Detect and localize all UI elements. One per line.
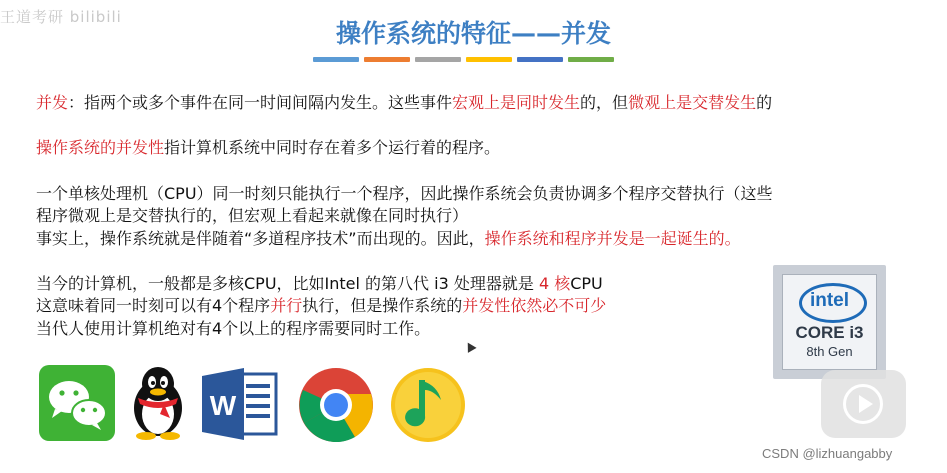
cpu-badge-inner	[782, 274, 877, 370]
text-span: 的，但	[580, 93, 629, 112]
paragraph-line: 一个单核处理机（CPU）同一时刻只能执行一个程序，因此操作系统会负责协调多个程序交替执行（这些	[36, 184, 773, 203]
text-span: ：指两个或多个事件在同一时间间隔内发生。这些事件	[68, 93, 453, 112]
text-span: 的	[756, 93, 773, 112]
cpu-model: CORE i3	[795, 323, 864, 342]
watermark: 王道考研 bilibili	[0, 8, 122, 26]
title-underline-bar	[364, 57, 410, 62]
wechat-icon	[39, 365, 115, 441]
play-triangle-icon	[859, 395, 873, 413]
term-os-concurrency: 操作系统的并发性	[36, 138, 165, 157]
word-icon	[202, 368, 278, 440]
text-span: 当今的计算机，一般都是多核CPU，比如Intel 的第八代 i3 处理器就是	[36, 274, 539, 293]
chrome-icon	[297, 366, 375, 444]
highlight-parallel: 并行	[270, 296, 303, 315]
paragraph-line: 程序微观上是交替执行的，但宏观上看起来就像在同时执行）	[36, 206, 469, 225]
highlight-4-core: 4 核	[538, 274, 571, 293]
title-underline-bar	[568, 57, 614, 62]
highlight-still-needed: 并发性依然必不可少	[462, 296, 607, 315]
page-title: 操作系统的特征——并发	[335, 19, 611, 48]
paragraph-definition	[36, 92, 772, 114]
mouse-cursor	[463, 340, 476, 353]
paragraph-line	[36, 295, 606, 317]
qq-music-icon	[389, 366, 467, 444]
paragraph-line: 当代人使用计算机绝对有4个以上的程序需要同时工作。	[36, 319, 431, 338]
title-underline-bar	[466, 57, 512, 62]
svg-text:W: W	[209, 390, 237, 421]
title-underline-bar	[415, 57, 461, 62]
cpu-brand: intel	[809, 290, 850, 311]
paragraph-line	[36, 273, 603, 295]
qq-penguin-icon	[126, 364, 190, 440]
title-underline-bar	[313, 57, 359, 62]
text-span: 这意味着同一时刻可以有4个程序	[36, 296, 271, 315]
highlight-micro: 微观上是交替发生	[628, 93, 757, 112]
term-concurrency: 并发	[36, 93, 69, 112]
text-span: 指计算机系统中同时存在着多个运行着的程序。	[164, 138, 501, 157]
play-icon[interactable]	[843, 384, 883, 424]
text-span: 事实上，操作系统就是伴随着“多道程序技术”而出现的。因此，	[36, 229, 485, 248]
footer-credit: CSDN @lizhuangabby	[762, 446, 893, 461]
video-play-overlay[interactable]	[821, 370, 906, 438]
cpu-generation: 8th Gen	[806, 344, 853, 359]
text-span: 执行，但是操作系统的	[302, 296, 463, 315]
title-underline-bar	[517, 57, 563, 62]
paragraph-os-concurrency	[36, 137, 500, 159]
highlight-born-together: 操作系统和程序并发是一起诞生的。	[484, 229, 741, 248]
intel-cpu-badge	[773, 265, 886, 379]
paragraph-line	[36, 228, 741, 250]
text-span: CPU	[570, 274, 603, 293]
highlight-macro: 宏观上是同时发生	[452, 93, 581, 112]
